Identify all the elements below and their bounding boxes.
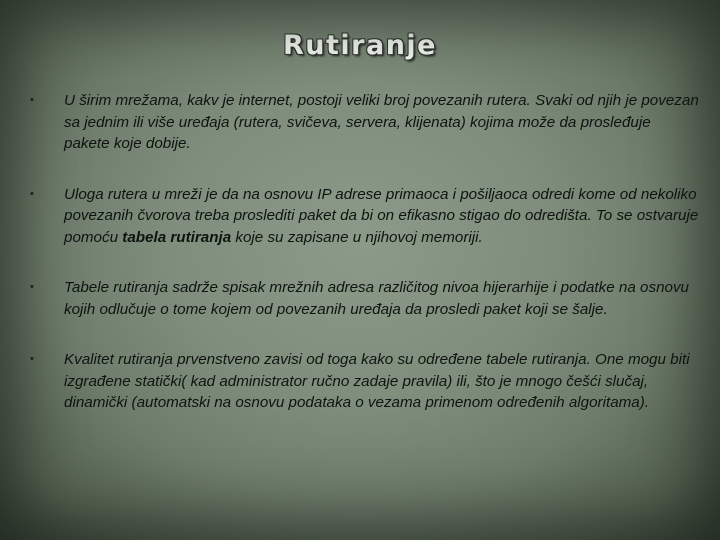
bullet-text-end: koje su zapisane u njihovoj memoriji. [231,228,483,246]
bullet-icon: • [30,94,34,106]
bullet-text: Kvalitet rutiranja prvenstveno zavisi od toga kako su određene tabele rutiranja. One mogu biti izgrađene statički( kad administrator ručno zadaje pravila) ili, što je mnogo češći slučaj, dinamički (automatski na osnovu podataka o vezama primenom određenih algoritama). [64,351,690,411]
bullet-text [64,186,698,246]
bullet-icon: • [30,353,34,365]
bullet-item-1 [28,90,700,155]
bullet-text: U širim mrežama, kakv je internet, postoji veliki broj povezanih rutera. Svaki od njih je povezan sa jednim ili više uređaja (rutera, svičeva, servera, klijenata) kojima može da prosleđuje pakete koje dobije. [64,92,699,152]
bullet-list [28,90,700,443]
bullet-icon: • [30,187,34,200]
bullet-icon: • [30,281,34,293]
slide-title: Rutiranje [283,30,437,61]
bullet-text-start: Uloga rutera u mreži je da na osnovu IP adrese primaoca i pošiljaoca odredi kome od nekoliko povezanih čvorova treba proslediti paket da bi on efikasno stigao do odredišta. To se ostvaruje pomoću [64,185,699,246]
bullet-item-4 [28,349,700,414]
bullet-item-2 [28,184,700,249]
bullet-item-3 [28,277,700,320]
bullet-text: Tabele rutiranja sadrže spisak mrežnih adresa različitog nivoa hijerarhije i podatke na osnovu kojih odlučuje o tome kojem od povezanih uređaja da prosledi paket koji se šalje. [64,279,690,318]
bullet-text-bold: tabela rutiranja [122,228,232,246]
